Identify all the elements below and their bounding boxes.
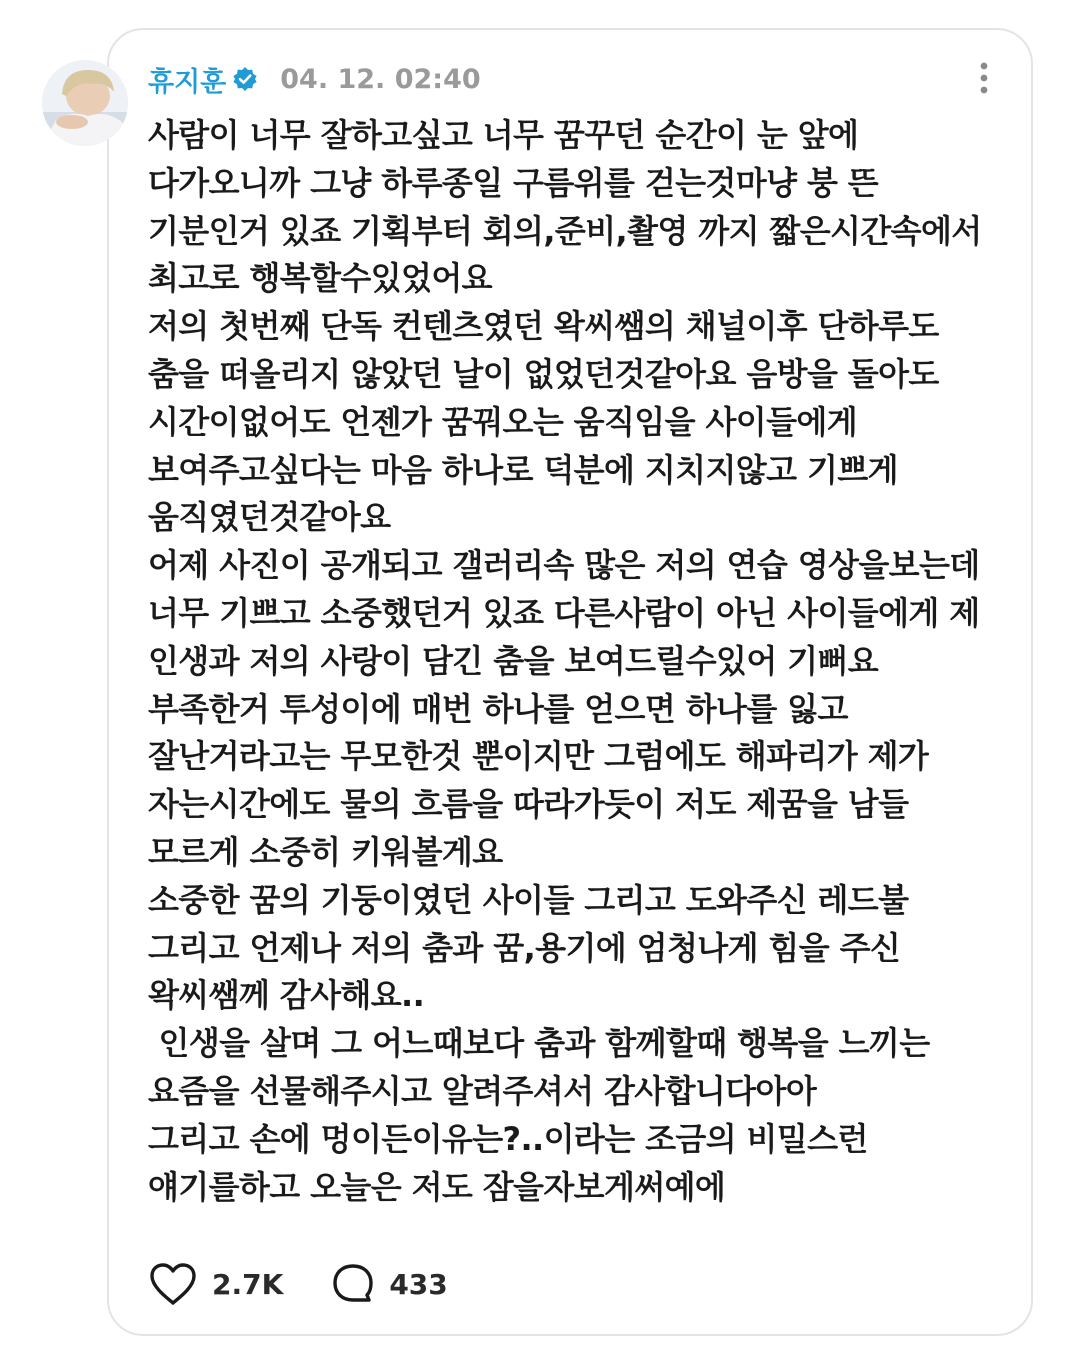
post-text-line: 왁씨쌤께 감사해요.. [148,976,425,1015]
heart-icon [148,1261,198,1307]
post-text-line: 그리고 손에 멍이든이유는?..이라는 조금의 비밀스런 [148,1119,868,1158]
post-text-line: 인생과 저의 사랑이 담긴 춤을 보여드릴수있어 기뻐요 [148,641,879,680]
like-count: 2.7K [212,1267,284,1301]
author-name[interactable]: 휴지훈 [148,66,227,98]
post-header [148,56,481,102]
verified-badge-icon [232,66,258,92]
post-text-line: 그리고 언제나 저의 춤과 꿈,용기에 엄청나게 힘을 주신 [148,928,901,967]
post-actions [148,1258,448,1310]
comment-button[interactable] [331,1261,447,1307]
post-text-line: 너무 기쁘고 소중했던거 있죠 다른사람이 아닌 사이들에게 제 [148,593,980,632]
post-text-line: 부족한거 투성이에 매번 하나를 얻으면 하나를 잃고 [148,689,848,728]
comment-bubble-icon [331,1261,375,1307]
post-text-line: 소중한 꿈의 기둥이였던 사이들 그리고 도와주신 레드불 [148,880,909,919]
avatar[interactable] [42,60,128,146]
post-timestamp: 04. 12. 02:40 [280,63,481,95]
post-text-line: 움직였던것같아요 [148,498,391,537]
post-text-line: 최고로 행복할수있었어요 [148,259,492,298]
more-vertical-icon[interactable] [972,60,996,98]
post-text-line: 인생을 살며 그 어느때보다 춤과 함께할때 행복을 느끼는 [148,1024,930,1063]
post-text-line: 사람이 너무 잘하고싶고 너무 꿈꾸던 순간이 눈 앞에 [148,116,859,154]
avatar-image [42,60,128,146]
post-text-line: 어제 사진이 공개되고 갤러리속 많은 저의 연습 영상을보는데 [148,546,980,585]
post-text-line: 요즘을 선물해주시고 알려주셔서 감사합니다아아 [148,1071,817,1110]
post-body [148,112,1008,1211]
post-text-line: 춤을 떠올리지 않았던 날이 없었던것같아요 음방을 돌아도 [148,354,939,393]
post-text-line: 시간이없어도 언젠가 꿈꿔오는 움직임을 사이들에게 [148,402,858,441]
comment-count: 433 [389,1267,448,1301]
post-text-line: 자는시간에도 물의 흐름을 따라가듯이 저도 제꿈을 남들 [148,785,909,824]
post-text-line: 보여주고싶다는 마음 하나로 덕분에 지치지않고 기쁘게 [148,450,898,489]
like-button[interactable] [148,1261,283,1307]
post-text-line: 잘난거라고는 무모한것 뿐이지만 그럼에도 해파리가 제가 [148,737,929,776]
post-text-line: 저의 첫번째 단독 컨텐츠였던 왁씨쌤의 채널이후 단하루도 [148,307,939,346]
post-text-line: 모르게 소중히 키워볼게요 [148,832,503,871]
post-text-line: 기분인거 있죠 기획부터 회의,준비,촬영 까지 짧은시간속에서 [148,211,982,250]
post-text-line: 얘기를하고 오늘은 저도 잠을자보게써예에 [148,1167,726,1206]
post-text-line: 다가오니까 그냥 하루종일 구름위를 걷는것마냥 붕 뜬 [148,163,879,202]
